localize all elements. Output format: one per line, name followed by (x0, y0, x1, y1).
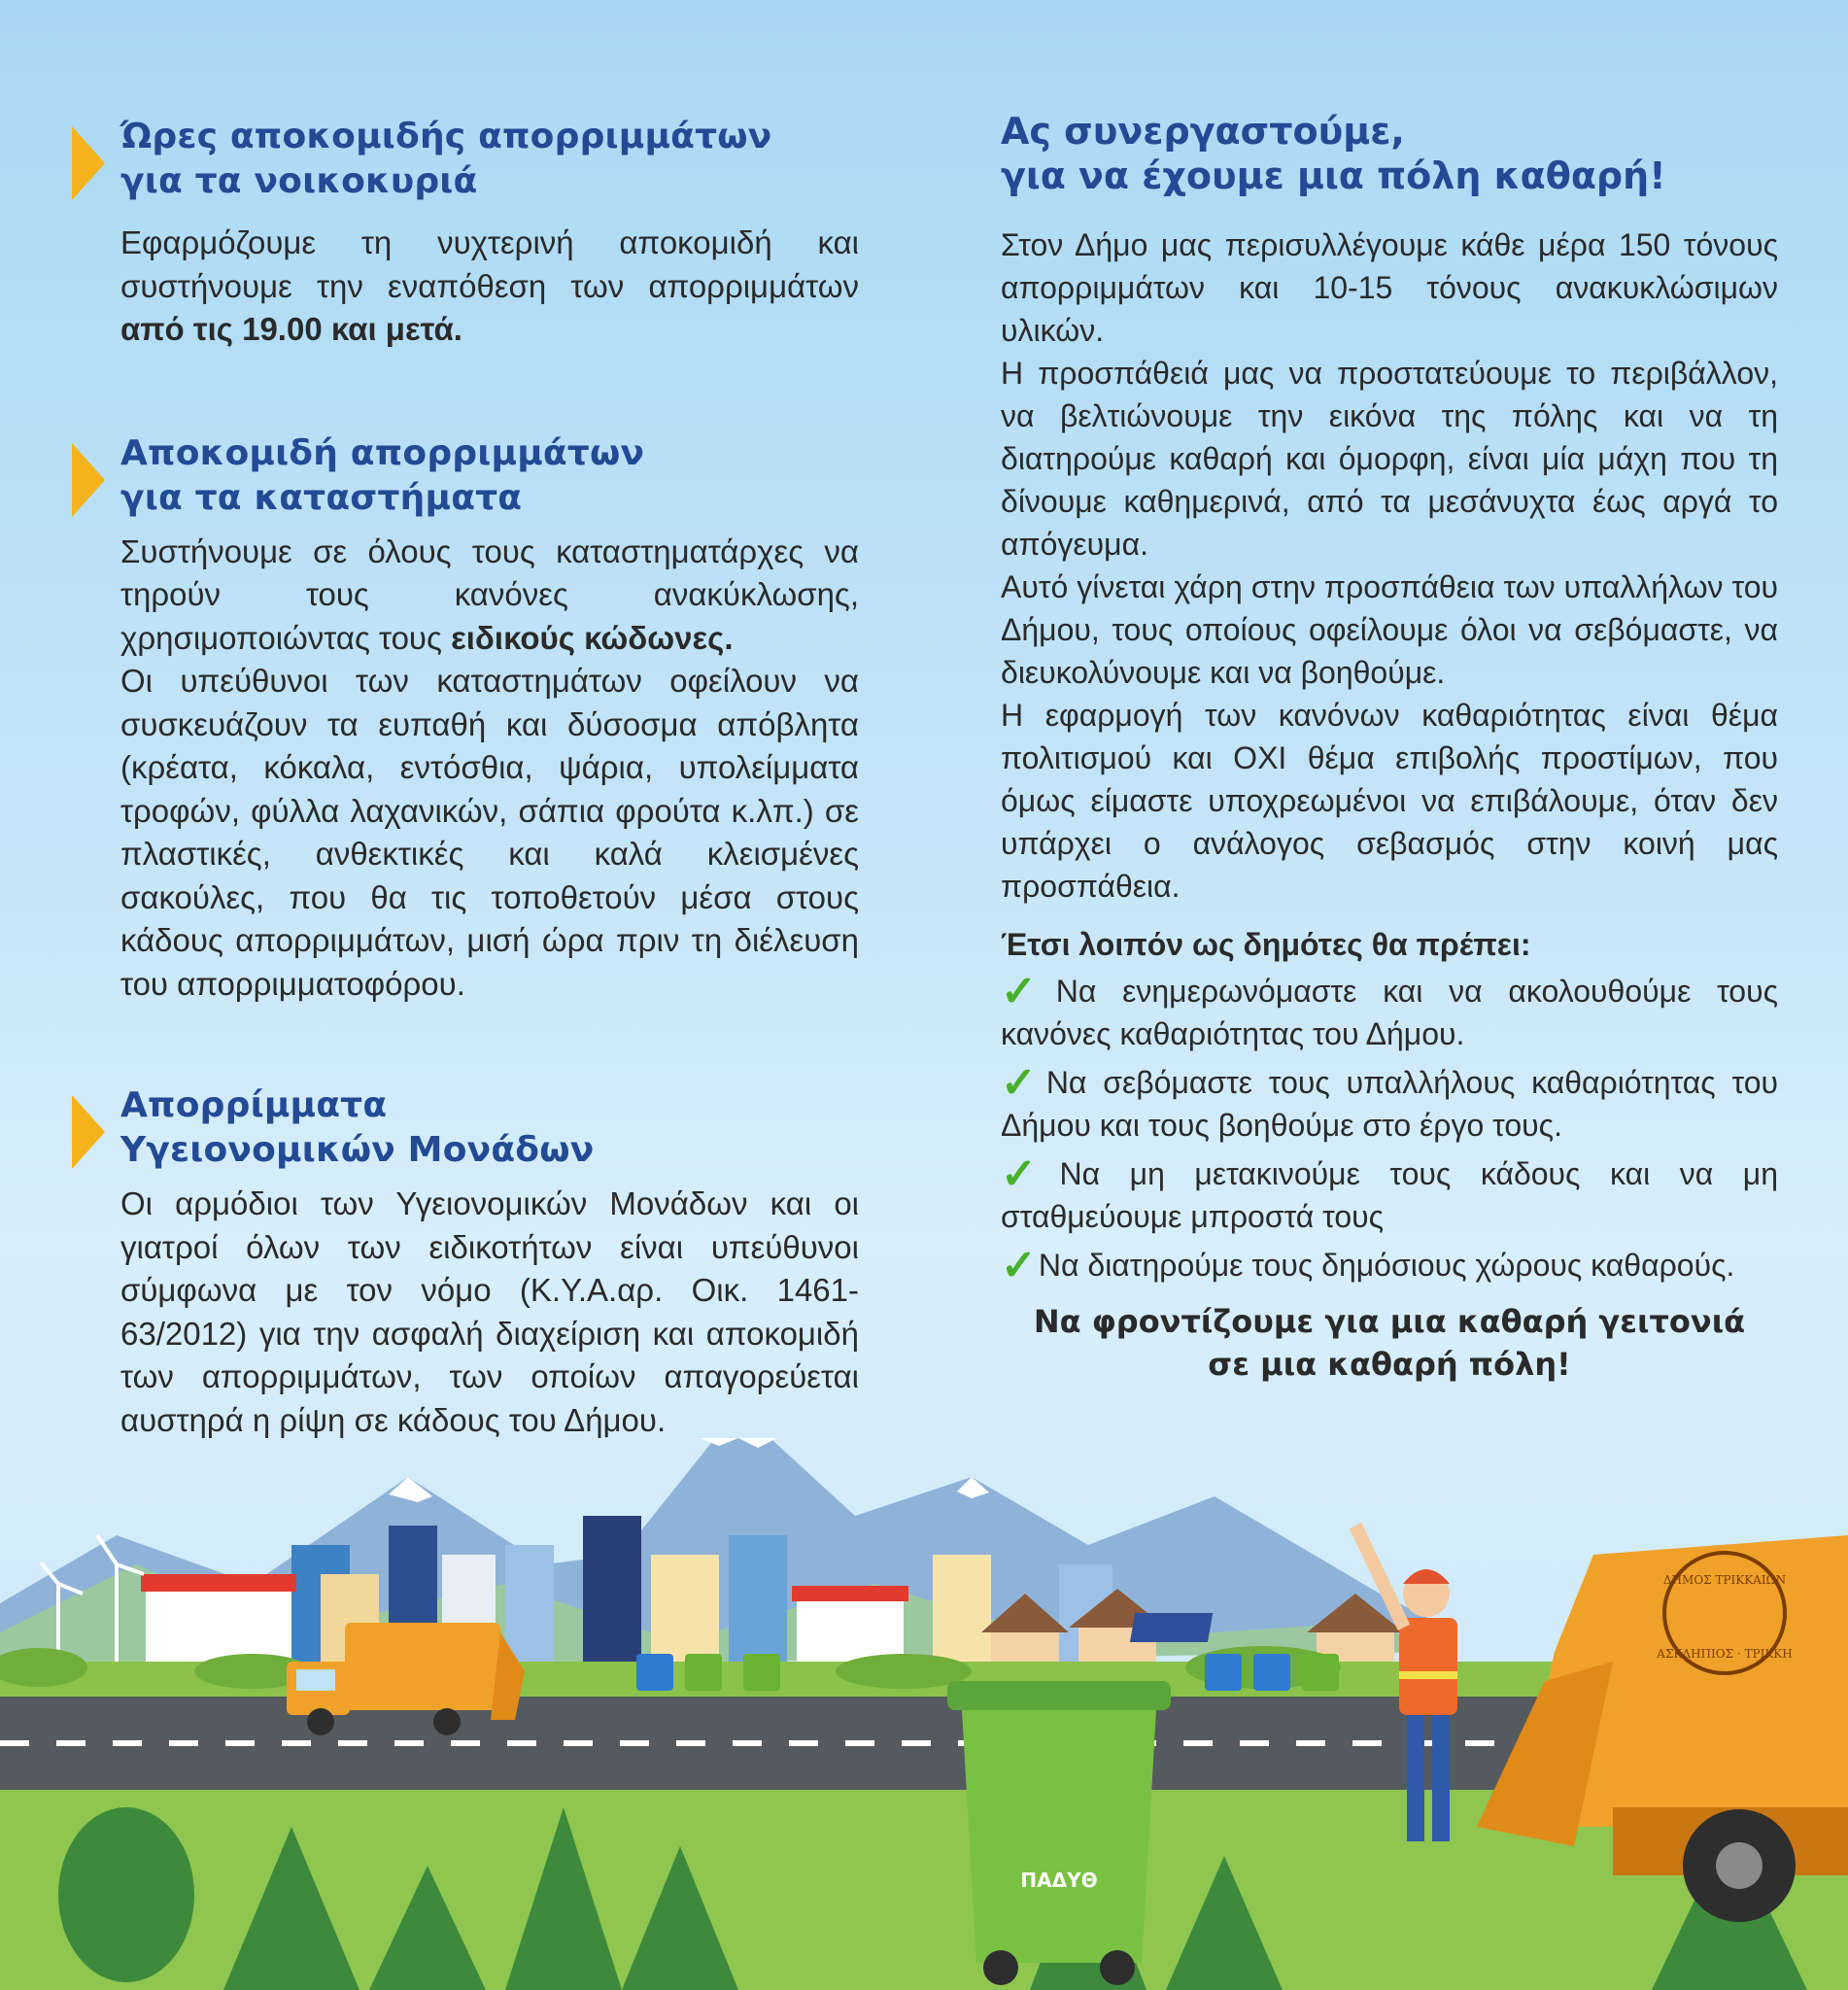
slogan-line: Να φροντίζουμε για μια καθαρή γειτονιά (1033, 1303, 1746, 1340)
body-paragraph: Η προσπάθειά μας να προστατεύουμε το περιβάλλον, να βελτιώνουμε την εικόνα της πόλης και να τη διατηρούμε καθαρή και όμορφη, είναι μία μάχη που τη δίνουμε καθημερινά, από τα μεσάνυχτα έως αργά το απόγευμα. (1001, 356, 1778, 562)
list-item-text: Να σεβόμαστε τους υπαλλήλους καθαριότητας του Δήμου και τους βοηθούμε στο έργο τους. (1001, 1065, 1779, 1143)
heading-line: Ας συνεργαστούμε, (1001, 110, 1405, 153)
green-bin (947, 1681, 1171, 1985)
household-collection-section (72, 115, 859, 352)
heading-line: Αποκομιδή απορριμμάτων (120, 432, 645, 473)
heading-line: Απορρίμματα (120, 1085, 388, 1125)
household-collection-text (120, 222, 859, 352)
citizen-duties-list (1001, 970, 1778, 1287)
health-units-text (120, 1183, 859, 1442)
body-text: Συστήνουμε σε όλους τους καταστηματάρχες να τηρούν τους κανόνες ανακύκλωσης, χρησιμοποιώντας τους (120, 532, 859, 656)
list-item (1001, 1152, 1778, 1238)
arrow-bullet-icon (72, 443, 105, 517)
body-text: Οι αρμόδιοι των Υγειονομικών Μονάδων και οι γιατροί όλων των ειδικοτήτων είναι υπεύθυνοι σύμφωνα με τον νόμο (Κ.Υ.Α.αρ. Οικ. 1461-63/2012) για την ασφαλή διαχείριση και αποκομιδή των απορριμμάτων, των οποίων απαγορεύεται αυστηρά η ρίψη σε κάδους του Δήμου. (120, 1185, 859, 1438)
list-item-text: Να διατηρούμε τους δημόσιους χώρους καθαρούς. (1038, 1248, 1735, 1283)
shop-collection-heading (120, 431, 859, 521)
health-units-section (72, 1083, 859, 1442)
body-text: Οι υπεύθυνοι των καταστημάτων οφείλουν να συσκευάζουν τα ευπαθή και δύσοσμα απόβλητα (κρέατα, κόκαλα, εντόσθια, ψάρια, υπολείμματα τροφών, φύλλα λαχανικών, σάπια φρούτα κ.λπ.) σε πλαστικές, ανθεκτικές και καλά κλεισμένες σακούλες, που θα τις τοποθετούν μέσα στους κάδους απορριμμάτων, μισή ώρα πριν τη διέλευση του απορριμματοφόρου. (120, 663, 859, 1002)
right-column (1001, 109, 1778, 1386)
heading-line: Ώρες αποκομιδής απορριμμάτων (120, 117, 772, 156)
body-paragraph: Στον Δήμο μας περισυλλέγουμε κάθε μέρα 150 τόνους απορριμμάτων και 10-15 τόνους ανακυκλώσιμων υλικών. (1001, 227, 1778, 348)
arrow-bullet-icon (72, 1095, 105, 1169)
city-cleaning-illustration (0, 1438, 1848, 1990)
citizen-duties-lead: Έτσι λοιπόν ως δημότες θα πρέπει: (1001, 927, 1531, 962)
list-item (1001, 1061, 1778, 1147)
heading-line: για τα καταστήματα (120, 477, 523, 518)
heading-line: για να έχουμε μια πόλη καθαρή! (1001, 154, 1666, 197)
arrow-bullet-icon (72, 126, 105, 200)
cooperation-text (1001, 223, 1778, 908)
bin-logo-text: ΠΑΔΥΘ (1020, 1869, 1098, 1892)
left-column (72, 115, 859, 1442)
closing-slogan (1001, 1300, 1778, 1386)
health-units-heading (120, 1083, 859, 1173)
checkmark-icon: ✓ (1001, 1150, 1058, 1198)
list-item-text: Να ενημερωνόμαστε και να ακολουθούμε τους κανόνες καθαριότητας του Δήμου. (1001, 974, 1778, 1051)
slogan-line: σε μια καθαρή πόλη! (1208, 1346, 1571, 1383)
municipality-seal-text: ΔΗΜΟΣ ΤΡΙΚΚΑΙΩΝ (1662, 1573, 1787, 1587)
list-item (1001, 970, 1778, 1055)
shop-collection-text (120, 531, 859, 1007)
body-text: Εφαρμόζουμε τη νυχτερινή αποκομιδή και συστήνουμε την εναπόθεση των απορριμμάτων (120, 224, 859, 304)
checkmark-icon: ✓ (1001, 968, 1054, 1015)
special-bins-emphasis: ειδικούς κώδωνες. (451, 619, 734, 656)
cooperation-heading (1001, 109, 1778, 198)
checkmark-icon: ✓ (1001, 1242, 1037, 1289)
heading-line: Υγειονομικών Μονάδων (120, 1130, 595, 1170)
collection-time-emphasis: από τις 19.00 και μετά. (120, 311, 462, 347)
municipality-seal-subtext: ΑΣΚΛΗΠΙΟΣ · ΤΡΙΚΚΗ (1657, 1647, 1793, 1661)
list-item (1001, 1244, 1778, 1287)
heading-line: για τα νοικοκυριά (120, 161, 478, 201)
list-item-text: Να μη μετακινούμε τους κάδους και να μη σταθμεύουμε μπροστά τους (1001, 1156, 1778, 1234)
checkmark-icon: ✓ (1001, 1059, 1044, 1107)
shop-collection-section (72, 431, 859, 1007)
body-paragraph: Αυτό γίνεται χάρη στην προσπάθεια των υπαλλήλων του Δήμου, τους οποίους οφείλουμε όλοι να σεβόμαστε, να διευκολύνουμε και να βοηθούμε. (1001, 569, 1778, 690)
household-collection-heading (120, 115, 859, 204)
body-paragraph: Η εφαρμογή των κανόνων καθαριότητας είναι θέμα πολιτισμού και ΟΧΙ θέμα επιβολής προστίμων, που όμως είμαστε υποχρεωμένοι να επιβάλουμε, όταν δεν υπάρχει ο ανάλογος σεβασμός στην κοινή μας προσπάθεια. (1001, 698, 1778, 904)
